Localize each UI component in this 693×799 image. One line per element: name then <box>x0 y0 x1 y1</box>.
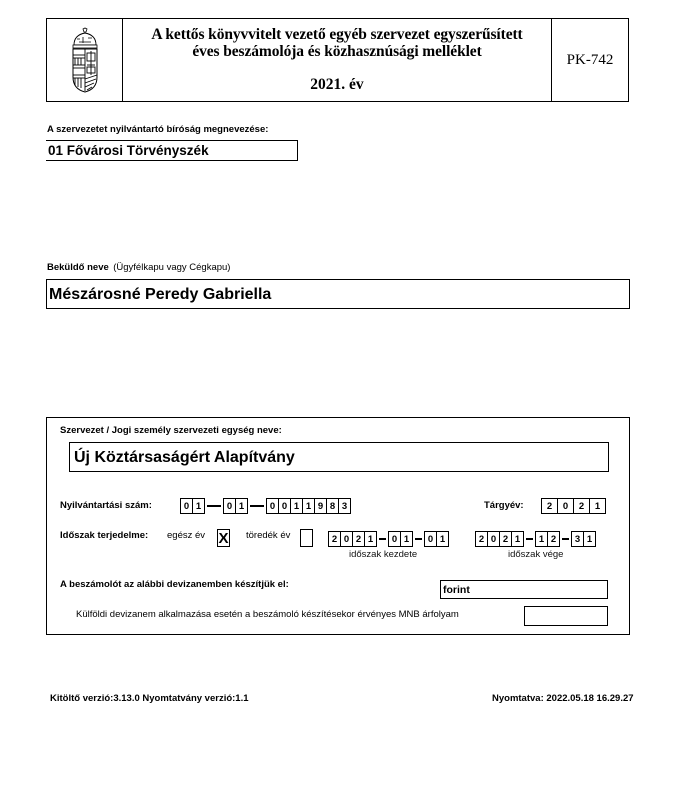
digit-cell[interactable]: 2 <box>541 498 557 514</box>
court-label: A szervezetet nyilvántartó bíróság megnevezése: <box>47 124 269 135</box>
partial-year-checkbox[interactable] <box>300 529 313 547</box>
period-start-year[interactable] <box>328 531 377 547</box>
digit-cell[interactable]: 0 <box>487 531 499 547</box>
digit-cell[interactable]: 1 <box>535 531 547 547</box>
sender-hint: (Ügyfélkapu vagy Cégkapu) <box>113 262 231 273</box>
digit-cell[interactable]: 0 <box>278 498 290 514</box>
digit-cell[interactable]: 1 <box>290 498 302 514</box>
digit-cell[interactable]: 3 <box>571 531 583 547</box>
registration-label: Nyilvántartási szám: <box>60 500 152 511</box>
emblem-cell <box>47 19 123 101</box>
sender-name-field[interactable]: Mészárosné Peredy Gabriella <box>46 279 630 309</box>
sender-label: Beküldő neve <box>47 262 109 273</box>
registration-group-1[interactable] <box>180 498 205 514</box>
digit-cell[interactable]: 2 <box>547 531 559 547</box>
period-end-day[interactable] <box>571 531 596 547</box>
separator-dash <box>562 538 569 540</box>
digit-cell[interactable]: 2 <box>352 531 364 547</box>
form-header <box>46 18 629 102</box>
period-start-day[interactable] <box>424 531 449 547</box>
digit-cell[interactable]: 2 <box>328 531 340 547</box>
digit-cell[interactable]: 3 <box>338 498 350 514</box>
period-end-caption: időszak vége <box>508 549 564 560</box>
period-start-month[interactable] <box>388 531 413 547</box>
subject-year-field[interactable] <box>541 498 606 514</box>
digit-cell[interactable]: 0 <box>340 531 352 547</box>
digit-cell[interactable]: 9 <box>314 498 326 514</box>
currency-label: A beszámolót az alábbi devizanemben készítjük el: <box>60 579 289 590</box>
digit-cell[interactable]: 1 <box>364 531 376 547</box>
form-title <box>123 19 552 101</box>
period-start-field[interactable] <box>328 531 449 547</box>
registration-group-2[interactable] <box>223 498 248 514</box>
period-start-caption: időszak kezdete <box>349 549 418 560</box>
org-name-label: Szervezet / Jogi személy szervezeti egység neve: <box>60 425 282 436</box>
digit-cell[interactable]: 0 <box>223 498 235 514</box>
period-end-field[interactable] <box>475 531 596 547</box>
print-timestamp: Nyomtatva: 2022.05.18 16.29.27 <box>492 693 634 704</box>
digit-cell[interactable]: 2 <box>475 531 487 547</box>
subject-year-group[interactable] <box>541 498 606 514</box>
whole-year-checkbox[interactable]: X <box>218 530 229 547</box>
currency-field[interactable]: forint <box>440 580 608 599</box>
court-field[interactable]: 01 Fővárosi Törvényszék <box>46 140 298 161</box>
version-info: Kitöltő verzió:3.13.0 Nyomtatvány verzió:1.1 <box>50 693 249 704</box>
digit-cell[interactable]: 1 <box>192 498 204 514</box>
title-line-1: A kettős könyvvitelt vezető egyéb szervezet egyszerűsített <box>151 26 523 43</box>
hungarian-coat-of-arms-icon <box>70 27 100 93</box>
sender-label-row <box>47 257 230 275</box>
digit-cell[interactable]: 1 <box>436 531 448 547</box>
digit-cell[interactable]: 0 <box>424 531 436 547</box>
registration-group-3[interactable] <box>266 498 351 514</box>
subject-year-label: Tárgyév: <box>484 500 524 511</box>
separator-dash <box>207 505 221 507</box>
separator-dash <box>250 505 264 507</box>
digit-cell[interactable]: 1 <box>583 531 595 547</box>
separator-dash <box>379 538 386 540</box>
digit-cell[interactable]: 2 <box>573 498 589 514</box>
digit-cell[interactable]: 1 <box>302 498 314 514</box>
form-code: PK-742 <box>566 51 614 68</box>
report-year: 2021. év <box>310 76 364 93</box>
fx-rate-field[interactable] <box>524 606 608 626</box>
period-end-year[interactable] <box>475 531 524 547</box>
digit-cell[interactable]: 2 <box>499 531 511 547</box>
separator-dash <box>415 538 422 540</box>
fx-rate-label: Külföldi devizanem alkalmazása esetén a beszámoló készítésekor érvényes MNB árfolyam <box>76 609 459 620</box>
digit-cell[interactable]: 8 <box>326 498 338 514</box>
digit-cell[interactable]: 1 <box>511 531 523 547</box>
org-name-field[interactable]: Új Köztársaságért Alapítvány <box>69 442 609 472</box>
title-line-2: éves beszámolója és közhasznúsági melléklet <box>192 43 482 60</box>
digit-cell[interactable]: 1 <box>400 531 412 547</box>
period-end-month[interactable] <box>535 531 560 547</box>
digit-cell[interactable]: 0 <box>266 498 278 514</box>
digit-cell[interactable]: 1 <box>235 498 247 514</box>
whole-year-label: egész év <box>167 530 206 541</box>
digit-cell[interactable]: 0 <box>557 498 573 514</box>
digit-cell[interactable]: 1 <box>589 498 605 514</box>
registration-number-field[interactable] <box>180 498 351 514</box>
separator-dash <box>526 538 533 540</box>
digit-cell[interactable]: 0 <box>180 498 192 514</box>
partial-year-label: töredék év <box>246 530 291 541</box>
digit-cell[interactable]: 0 <box>388 531 400 547</box>
period-label: Időszak terjedelme: <box>60 530 149 541</box>
